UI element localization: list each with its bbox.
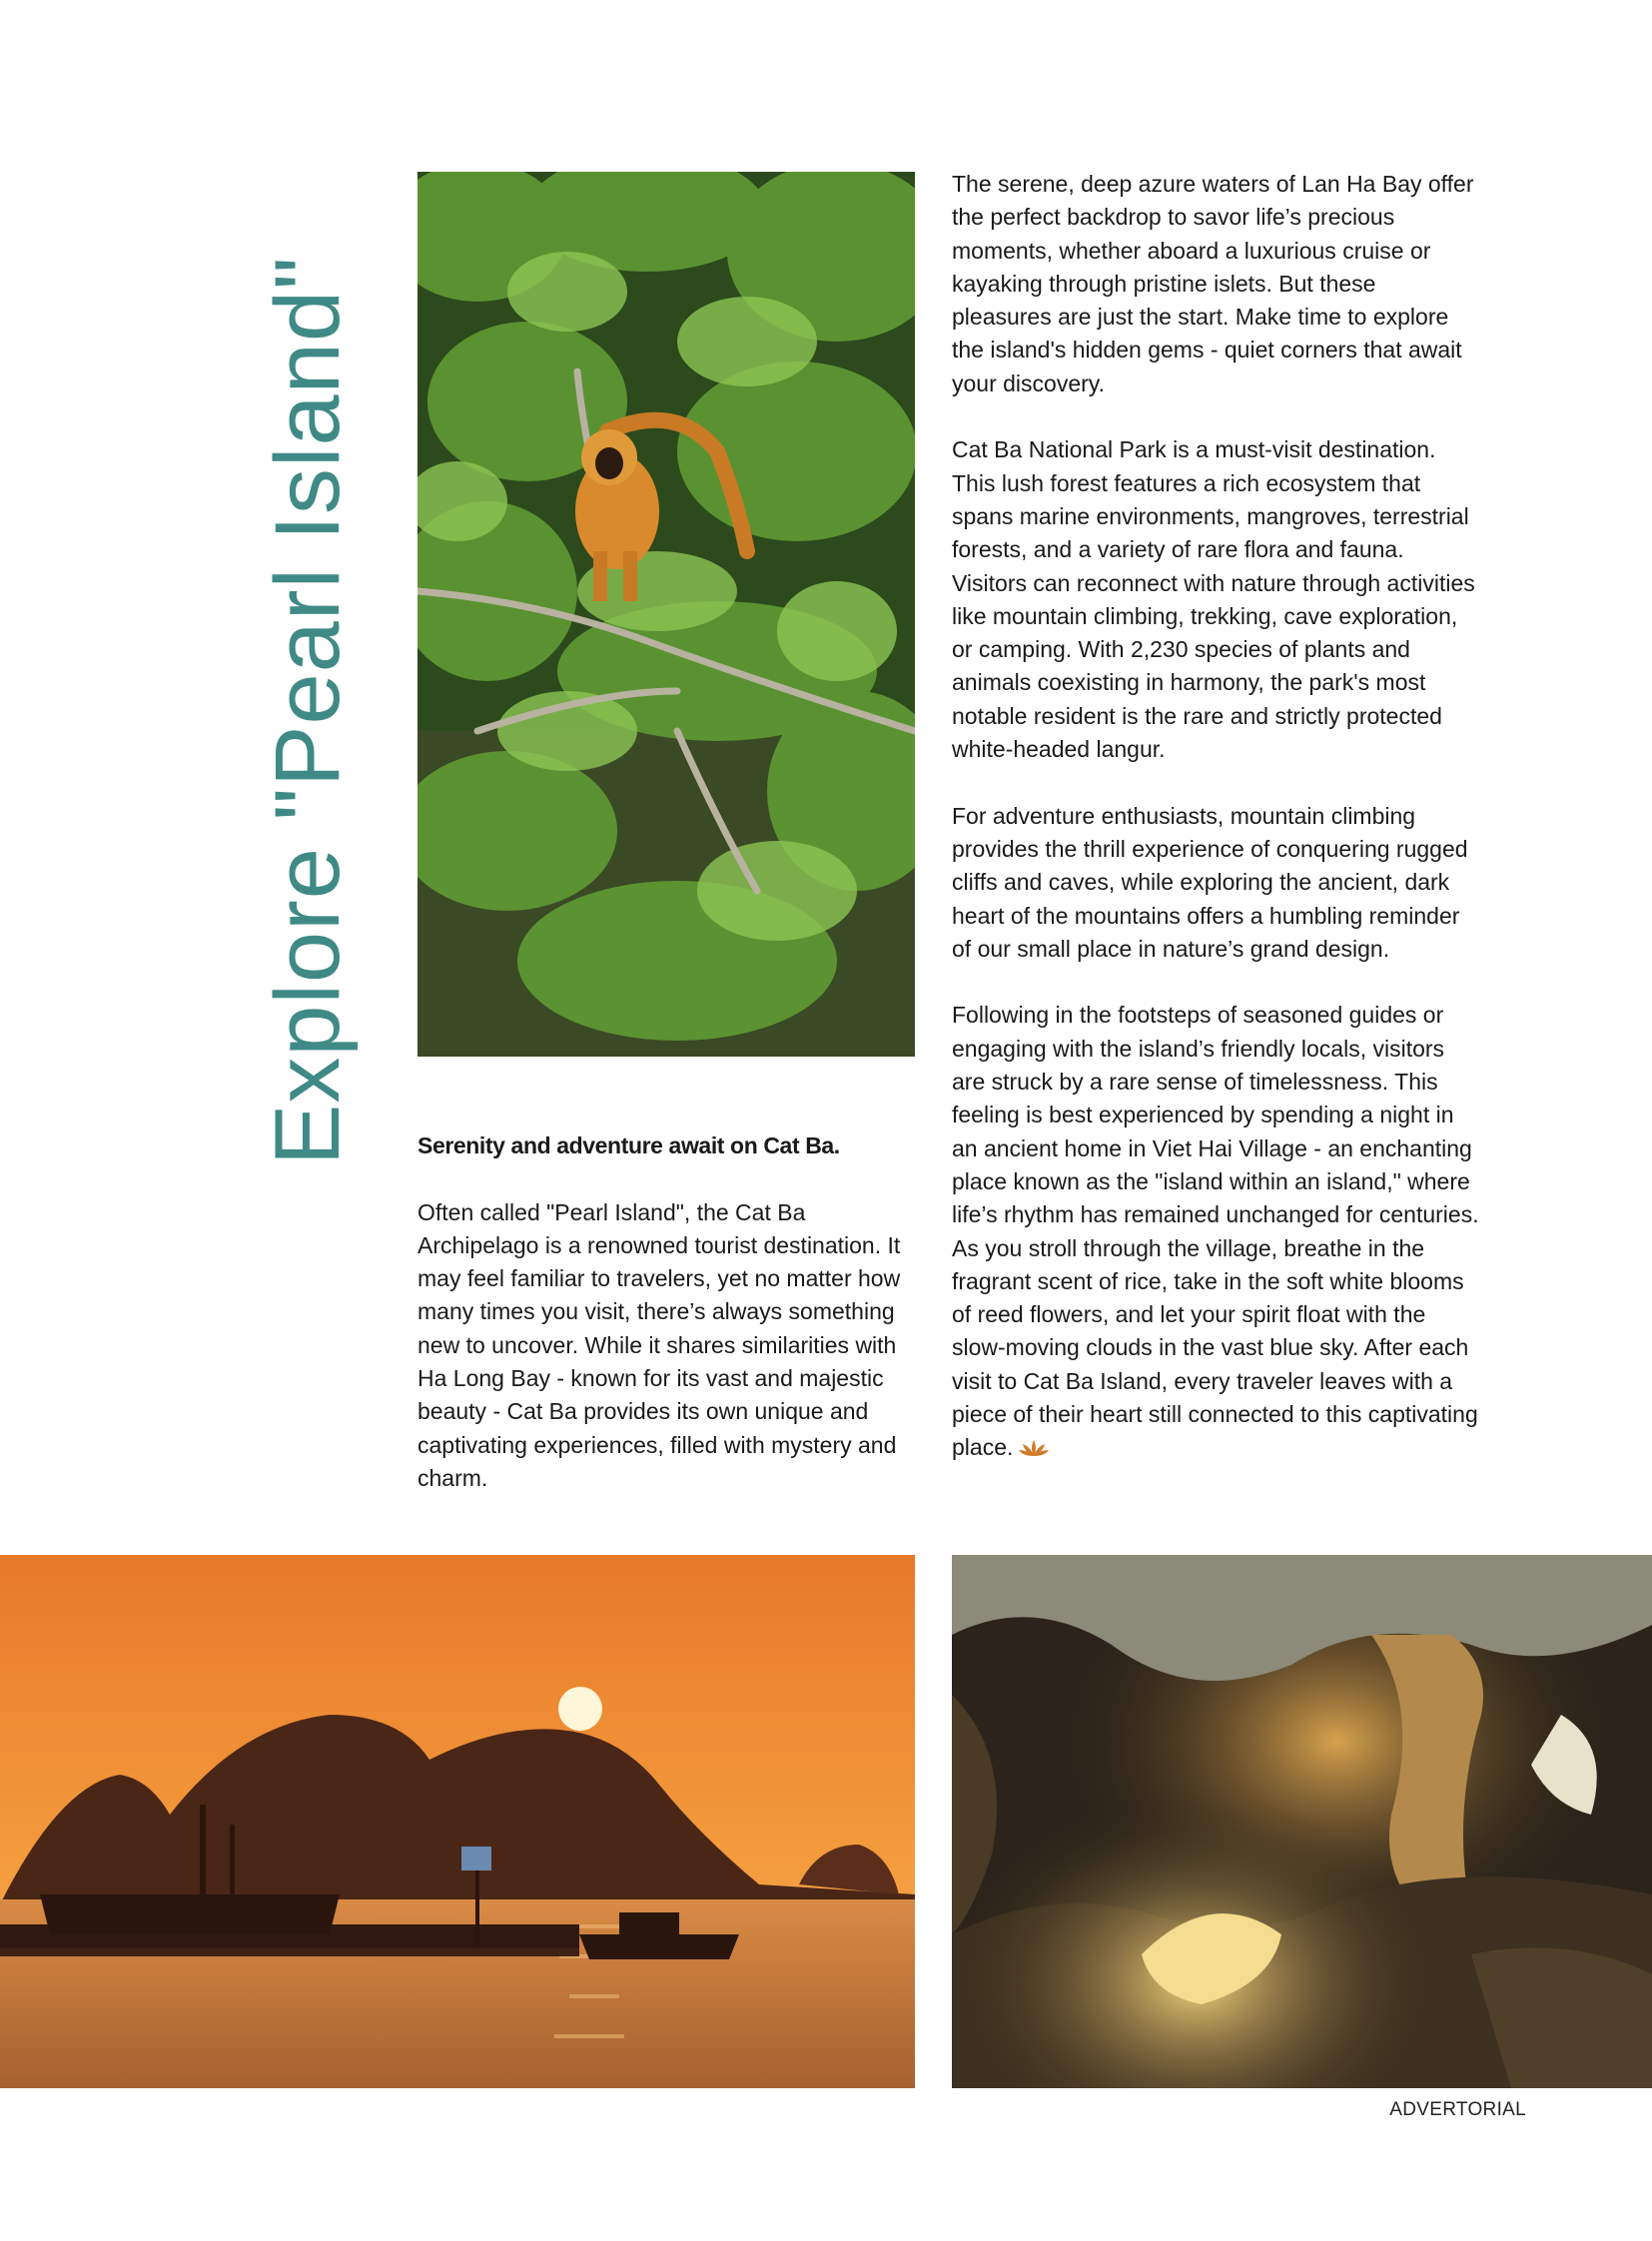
- paragraph-adventure: For adventure enthusiasts, mountain climbing provides the thrill experience of conquering rugged cliffs and caves, while exploring the ancient, dark heart of the mountains offers a humbling reminder of our small place in nature’s grand design.: [952, 802, 1468, 962]
- langur-photo: [417, 172, 915, 1057]
- page-title: Explore "Pearl Island": [257, 256, 359, 1165]
- paragraph-viet-hai-village: [952, 999, 1481, 1467]
- lotus-icon: [1019, 1434, 1049, 1467]
- intro-paragraph: Often called "Pearl Island", the Cat Ba Archipelago is a renowned tourist destination. It may feel familiar to travelers, yet no matter how many times you visit, there’s always something new to uncover. While it shares similarities with Ha Long Bay - known for its vast and majestic beauty - Cat Ba provides its own unique and captivating experiences, filled with mystery and charm.: [417, 1198, 901, 1491]
- advertorial-label: ADVERTORIAL: [1389, 2099, 1526, 2120]
- cave-photo: [952, 1555, 1652, 2088]
- viet-hai-text: Following in the footsteps of seasoned guides or engaging with the island’s friendly locals, visitors are struck by a rare sense of timelessness. This feeling is best experienced by spending a night in an ancient home in Viet Hai Village - an enchanting place known as the "island within an island," where life’s rhythm has remained unchanged for centuries. As you stroll through the village, breathe in the fragrant scent of rice, take in the soft white blooms of reed flowers, and let your spirit float with the slow-moving clouds in the vast blue sky. After each visit to Cat Ba Island, every traveler leaves with a piece of their heart still connected to this captivating place.: [952, 1002, 1479, 1461]
- sunset-bay-photo: [0, 1555, 915, 2088]
- paragraph-lan-ha-bay: The serene, deep azure waters of Lan Ha Bay offer the perfect backdrop to savor life’s precious moments, whether aboard a luxurious cruise or kayaking through pristine islets. But these pleasures are just the start. Make time to explore the island's hidden gems - quiet corners that await your discovery.: [952, 171, 1474, 396]
- lead-sentence: Serenity and adventure await on Cat Ba.: [417, 1132, 840, 1158]
- paragraph-national-park: Cat Ba National Park is a must-visit destination. This lush forest features a rich ecosystem that spans marine environments, mangroves, terrestrial forests, and a variety of rare flora and fauna. Visitors can reconnect with nature through activities like mountain climbing, trekking, cave exploration, or camping. With 2,230 species of plants and animals coexisting in harmony, the park's most notable resident is the rare and strictly protected white-headed langur.: [952, 436, 1475, 763]
